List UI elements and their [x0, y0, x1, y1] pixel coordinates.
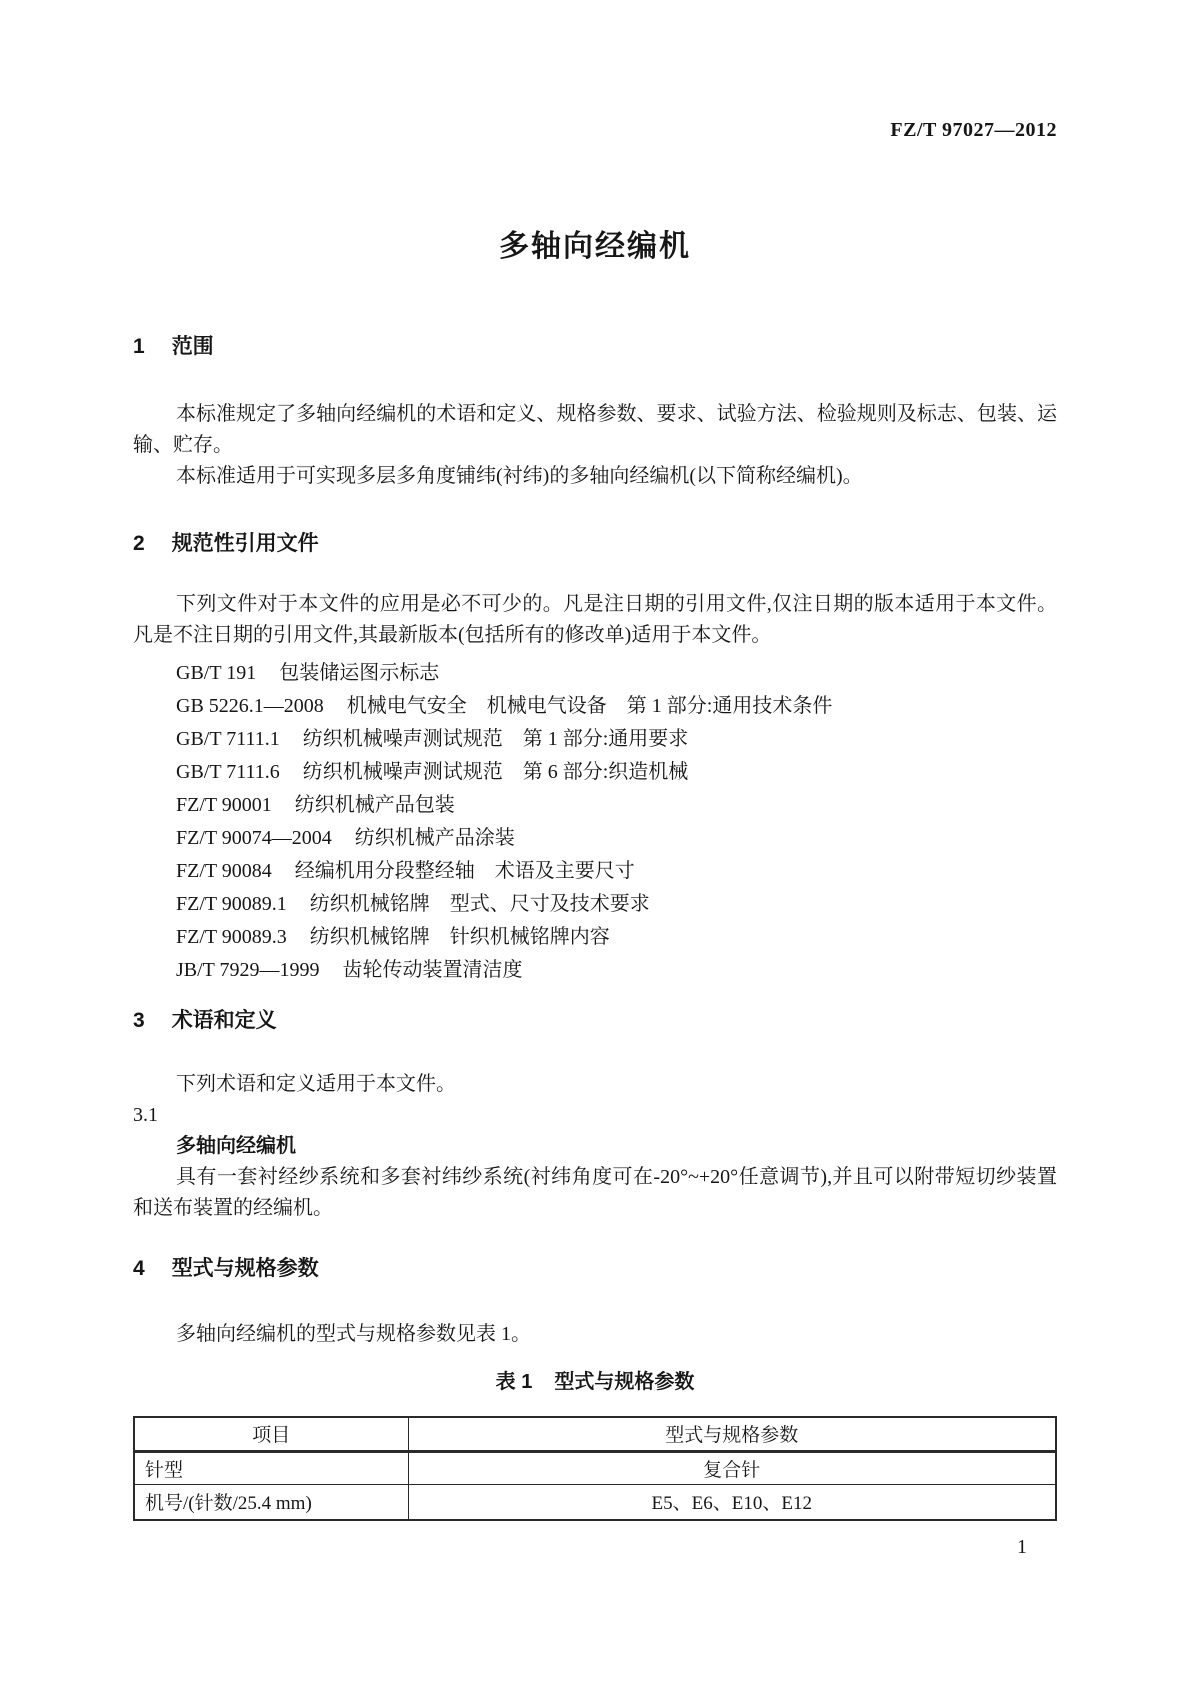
reference-title: 纺织机械产品涂装 [354, 827, 515, 849]
paragraph: 下列术语和定义适用于本文件。 [176, 1073, 456, 1095]
document-title: 多轴向经编机 [499, 230, 691, 263]
section-title: 范围 [171, 335, 214, 358]
section-heading-type-specs [133, 1257, 1057, 1281]
reference-item [133, 954, 1057, 987]
reference-item [133, 723, 1057, 756]
table-row [134, 1451, 1056, 1484]
page-number: 1 [1017, 1536, 1027, 1558]
term-number: 3.1 [133, 1104, 158, 1126]
reference-title: 包装储运图示标志 [279, 662, 440, 684]
table-cell-value: 复合针 [408, 1451, 1056, 1484]
reference-item [133, 690, 1057, 723]
section-number: 4 [133, 1257, 145, 1280]
reference-item [133, 756, 1057, 789]
section-heading-terms-definitions [133, 1009, 1057, 1033]
table-header-item: 项目 [134, 1417, 408, 1451]
table-cell-item: 针型 [134, 1451, 408, 1484]
reference-item [133, 921, 1057, 954]
reference-title: 齿轮传动装置清洁度 [342, 959, 523, 981]
spec-table [133, 1416, 1057, 1521]
reference-code: FZ/T 90089.1 [176, 893, 287, 915]
paragraph: 下列文件对于本文件的应用是必不可少的。凡是注日期的引用文件,仅注日期的版本适用于本文件。凡是不注日期的引用文件,其最新版本(包括所有的修改单)适用于本文件。 [133, 593, 1057, 646]
standard-number: FZ/T 97027—2012 [890, 119, 1057, 141]
reference-code: FZ/T 90074—2004 [176, 827, 332, 849]
reference-item [133, 888, 1057, 921]
reference-title: 纺织机械铭牌 型式、尺寸及技术要求 [309, 893, 650, 915]
term-definition: 具有一套衬经纱系统和多套衬纬纱系统(衬纬角度可在-20°~+20°任意调节),并且可以附带短切纱装置和送布装置的经编机。 [133, 1166, 1057, 1219]
reference-code: JB/T 7929—1999 [176, 959, 320, 981]
section-heading-normative-references [133, 532, 1057, 556]
reference-code: GB/T 7111.6 [176, 761, 280, 783]
section-title: 规范性引用文件 [171, 532, 319, 555]
table-header-row [134, 1417, 1056, 1451]
paragraph: 多轴向经编机的型式与规格参数见表 1。 [176, 1323, 531, 1345]
reference-title: 纺织机械铭牌 针织机械铭牌内容 [309, 926, 610, 948]
reference-code: FZ/T 90001 [176, 794, 272, 816]
reference-code: GB/T 7111.1 [176, 728, 280, 750]
table-caption-title: 型式与规格参数 [554, 1371, 695, 1393]
table-cell-value: E5、E6、E10、E12 [408, 1484, 1056, 1520]
section-number: 2 [133, 532, 145, 555]
reference-item [133, 657, 1057, 690]
table-header-specs: 型式与规格参数 [408, 1417, 1056, 1451]
reference-item [133, 855, 1057, 888]
paragraph: 本标准规定了多轴向经编机的术语和定义、规格参数、要求、试验方法、检验规则及标志、包装、运输、贮存。 [133, 403, 1057, 456]
reference-code: FZ/T 90089.3 [176, 926, 287, 948]
reference-item [133, 789, 1057, 822]
reference-title: 纺织机械产品包装 [294, 794, 455, 816]
reference-item [133, 822, 1057, 855]
reference-title: 纺织机械噪声测试规范 第 6 部分:织造机械 [302, 761, 689, 783]
table-caption [133, 1370, 1057, 1394]
reference-code: GB 5226.1—2008 [176, 695, 324, 717]
section-heading-scope [133, 335, 1057, 359]
section-title: 型式与规格参数 [171, 1257, 319, 1280]
term-name: 多轴向经编机 [176, 1135, 296, 1157]
section-number: 1 [133, 335, 145, 358]
scope-paragraphs [133, 399, 1057, 492]
reference-list [133, 657, 1057, 987]
paragraph: 本标准适用于可实现多层多角度铺纬(衬纬)的多轴向经编机(以下简称经编机)。 [176, 465, 863, 487]
table-cell-item: 机号/(针数/25.4 mm) [134, 1484, 408, 1520]
reference-title: 经编机用分段整经轴 术语及主要尺寸 [294, 860, 635, 882]
section-title: 术语和定义 [171, 1009, 277, 1032]
reference-title: 纺织机械噪声测试规范 第 1 部分:通用要求 [302, 728, 689, 750]
section-number: 3 [133, 1009, 145, 1032]
reference-code: FZ/T 90084 [176, 860, 272, 882]
reference-code: GB/T 191 [176, 662, 257, 684]
table-caption-number: 表 1 [495, 1371, 533, 1393]
reference-title: 机械电气安全 机械电气设备 第 1 部分:通用技术条件 [346, 695, 833, 717]
table-row [134, 1484, 1056, 1520]
